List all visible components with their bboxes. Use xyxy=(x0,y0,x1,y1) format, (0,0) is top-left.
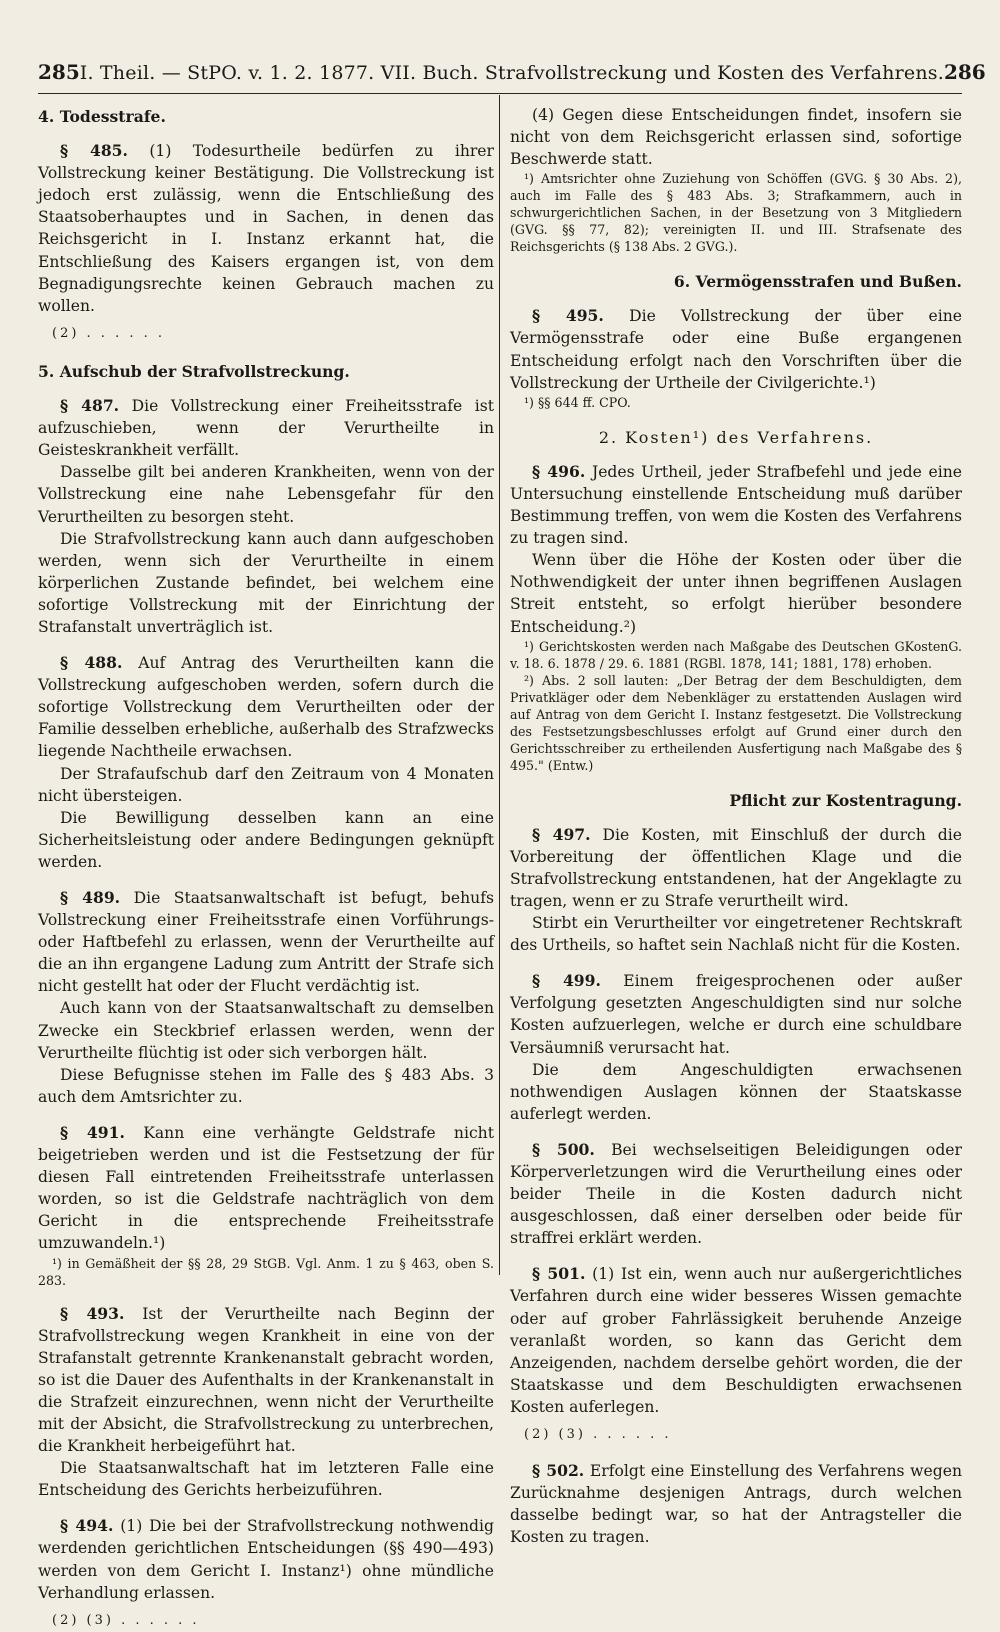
paragraph-text: Auf Antrag des Verurtheilten kann die Vollstreckung aufgeschoben werden, sofern durch die sofortige Vollstreckung dem Verurtheilten oder der Familie desselben erhebliche, außerhalb des Strafzwecks liegende Nachtheile erwachsen. xyxy=(38,654,494,761)
section-number: § 495. xyxy=(532,306,604,326)
paragraph-text: Kann eine verhängte Geldstrafe nicht beigetrieben werden und ist die Festsetzung der für diesen Fall eintretenden Freiheitsstrafe unterlassen worden, so ist die Geldstrafe nachträglich von dem Gericht in die entsprechende Freiheitsstrafe umzuwandeln.¹) xyxy=(38,1123,494,1253)
section-heading-kosten: 2. Kosten¹) des Verfahrens. xyxy=(598,427,874,447)
paragraph-489-2: Auch kann von der Staatsanwaltschaft zu demselben Zwecke ein Steckbrief erlassen werden, wenn der Verurtheilte flüchtig ist oder sich verborgen hält. xyxy=(38,999,494,1062)
paragraph-text: Ist der Verurtheilte nach Beginn der Strafvollstreckung wegen Krankheit in eine von der Strafanstalt getrennte Krankenanstalt gebracht worden, so ist die Dauer des Aufenthalts in der Krankenanstalt in die Strafzeit einzurechnen, wenn nicht der Verurtheilte mit der Absicht, die Strafvollstreckung zu unterbrechen, die Krankheit herbeigeführt hat. xyxy=(38,1304,494,1456)
section-number: § 501. xyxy=(532,1264,586,1284)
running-header xyxy=(38,60,986,90)
paragraph-text: Einem freigesprochenen oder außer Verfolgung gesetzten Angeschuldigten sind nur solche Kosten aufzuerlegen, welche er durch eine schuldbare Versäumniß verursacht hat. xyxy=(510,972,962,1057)
paragraph-text: Bei wechselseitigen Beleidigungen oder Körperverletzungen wird die Verurtheilung eines oder beider Theile in die Kosten dadurch nicht ausgeschlossen, daß einer derselben oder beide für straffrei erklärt werden. xyxy=(510,1140,962,1248)
paragraph-text: Jedes Urtheil, jeder Strafbefehl und jede eine Untersuchung einstellende Entscheidung muß darüber Bestimmung treffen, von wem die Kosten des Verfahrens zu tragen sind. xyxy=(510,462,962,548)
header-rule xyxy=(38,93,962,94)
paragraph-text: Erfolgt eine Einstellung des Verfahrens wegen Zurücknahme desjenigen Antrags, durch welchen dasselbe bedingt war, so hat der Antragsteller die Kosten zu tragen. xyxy=(510,1462,962,1547)
footnote-495: ¹) §§ 644 ff. CPO. xyxy=(524,394,631,410)
section-number: § 488. xyxy=(60,653,123,673)
paragraph-496 xyxy=(510,461,962,549)
section-heading-vermoegensstrafen: 6. Vermögensstrafen und Bußen. xyxy=(673,272,962,292)
left-column xyxy=(38,104,494,1632)
paragraph-489-3: Diese Befugnisse stehen im Falle des § 483 Abs. 3 auch dem Amtsrichter zu. xyxy=(38,1065,494,1106)
paragraph-text: Die Staatsanwaltschaft ist befugt, behufs Vollstreckung einer Freiheitsstrafe einen Vorführungs- oder Haftbefehl zu erlassen, wenn der Verurtheilte auf die an ihn ergangene Ladung zum Antritt der Strafe sich nicht gestellt hat oder der Flucht verdächtig ist. xyxy=(38,889,494,996)
paragraph-499 xyxy=(510,970,962,1058)
section-number: § 497. xyxy=(532,824,591,844)
section-heading-todesstrafe: 4. Todesstrafe. xyxy=(38,107,166,126)
paragraph-487-3: Die Strafvollstreckung kann auch dann aufgeschoben werden, wenn sich der Verurtheilte in einem körperlichen Zustande befindet, bei welchem eine sofortige Vollstreckung mit der Einrichtung der Strafanstalt unverträglich ist. xyxy=(38,529,494,636)
footnote-491: ¹) in Gemäßheit der §§ 28, 29 StGB. Vgl. Anm. 1 zu § 463, oben S. 283. xyxy=(38,1255,494,1288)
paragraph-488-3: Die Bewilligung desselben kann an eine Sicherheitsleistung oder andere Bedingungen geknüpft werden. xyxy=(38,808,494,871)
section-heading-aufschub: 5. Aufschub der Strafvollstreckung. xyxy=(38,361,350,381)
section-number: § 494. xyxy=(60,1516,114,1536)
paragraph-text: Die Vollstreckung einer Freiheitsstrafe ist aufzuschieben, wenn der Verurtheilte in Geisteskrankheit verfällt. xyxy=(38,397,494,460)
left-page-number: 285 xyxy=(38,60,80,84)
section-number: § 485. xyxy=(60,141,128,161)
paragraph-494 xyxy=(38,1515,494,1603)
paragraph-496-2: Wenn über die Höhe der Kosten oder über die Nothwendigkeit der unter ihnen begriffenen Auslagen Streit entsteht, so erfolgt hierüber besondere Entscheidung.²) xyxy=(510,551,962,636)
paragraph-489 xyxy=(38,887,494,997)
section-number: § 496. xyxy=(532,461,586,481)
right-page-number: 286 xyxy=(943,60,986,84)
paragraph-text: (1) Die bei der Strafvollstreckung nothwendig werdenden gerichtlichen Entscheidungen (§§ 490—493) werden von dem Gericht I. Instanz¹) ohne mündliche Verhandlung erlassen. xyxy=(38,1517,494,1602)
paragraph-491 xyxy=(38,1122,494,1255)
section-heading-pflicht: Pflicht zur Kostentragung. xyxy=(729,790,962,810)
column-divider xyxy=(499,95,500,1275)
paragraph-488 xyxy=(38,652,494,762)
paragraph-494-4: (4) Gegen diese Entscheidungen findet, insofern sie nicht von dem Reichsgericht erlassen sind, sofortige Beschwerde statt. xyxy=(510,106,962,169)
paragraph-493 xyxy=(38,1303,494,1458)
footnote-494: ¹) Amtsrichter ohne Zuziehung von Schöffen (GVG. § 30 Abs. 2), auch im Falle des § 483 Abs. 3; Strafkammern, auch in schwurgerichtlichen Sachen, in der Besetzung von 3 Mitgliedern (GVG. §§ 77, 82); vereinigten II. und III. Strafsenate des Reichsgerichts (§ 138 Abs. 2 GVG.). xyxy=(510,171,962,255)
section-number: § 493. xyxy=(60,1303,125,1323)
footnote-496-1: ¹) Gerichtskosten werden nach Maßgabe des Deutschen GKostenG. v. 18. 6. 1878 / 29. 6. 1881 (RGBl. 1878, 141; 1881, 178) erhoben. xyxy=(510,638,962,671)
paragraph-text: (1) Todesurtheile bedürfen zu ihrer Vollstreckung keiner Bestätigung. Die Vollstreckung ist jedoch erst zulässig, wenn die Entschließung des Staatsoberhauptes und in Sachen, in denen das Reichsgericht in I. Instanz erkannt hat, die Entschließung des Kaisers ergangen ist, von dem Begnadigungsrechte keinen Gebrauch machen zu wollen. xyxy=(38,142,494,315)
section-number: § 491. xyxy=(60,1122,125,1142)
paragraph-493-2: Die Staatsanwaltschaft hat im letzteren Falle eine Entscheidung des Gerichts herbeizuführen. xyxy=(38,1459,494,1500)
paragraph-497 xyxy=(510,824,962,912)
paragraph-501 xyxy=(510,1263,962,1418)
omission-dots: (2) (3) . . . . . . xyxy=(524,1427,672,1443)
paragraph-499-2: Die dem Angeschuldigten erwachsenen nothwendigen Auslagen können der Staatskasse auferlegt werden. xyxy=(510,1060,962,1123)
right-column xyxy=(510,104,962,1549)
omission-dots: (2) . . . . . . xyxy=(52,325,166,341)
section-number: § 500. xyxy=(532,1139,595,1159)
paragraph-500 xyxy=(510,1139,962,1249)
section-number: § 487. xyxy=(60,396,120,416)
paragraph-485 xyxy=(38,140,494,317)
paragraph-488-2: Der Strafaufschub darf den Zeitraum von 4 Monaten nicht übersteigen. xyxy=(38,764,494,805)
paragraph-487-2: Dasselbe gilt bei anderen Krankheiten, wenn von der Vollstreckung eine nahe Lebensgefahr für den Verurtheilten zu besorgen steht. xyxy=(38,463,494,526)
paragraph-497-2: Stirbt ein Verurtheilter vor eingetretener Rechtskraft des Urtheils, so haftet sein Nachlaß nicht für die Kosten. xyxy=(510,914,962,955)
section-number: § 502. xyxy=(532,1461,585,1481)
omission-dots: (2) (3) . . . . . . xyxy=(52,1612,200,1628)
paragraph-text: Die Kosten, mit Einschluß der durch die Vorbereitung der öffentlichen Klage und die Strafvollstreckung entstandenen, hat der Angeklagte zu tragen, wenn er zu Strafe verurtheilt wird. xyxy=(510,825,962,910)
section-number: § 499. xyxy=(532,971,601,991)
paragraph-text: (1) Ist ein, wenn auch nur außergerichtliches Verfahren durch eine wider besseres Wissen gemachte oder auf grober Fahrlässigkeit beruhende Anzeige veranlaßt worden, so kann das Gericht dem Anzeigenden, nachdem derselbe gehört worden, die der Staatskasse und dem Beschuldigten erwachsenen Kosten auferlegen. xyxy=(510,1265,962,1416)
paragraph-495 xyxy=(510,305,962,393)
paragraph-text: Die Vollstreckung der über eine Vermögensstrafe oder eine Buße ergangenen Entscheidung erfolgt nach den Vorschriften über die Vollstreckung der Urtheile der Civilgerichte.¹) xyxy=(510,307,962,392)
paragraph-502 xyxy=(510,1460,962,1548)
paragraph-487 xyxy=(38,395,494,461)
section-number: § 489. xyxy=(60,888,121,907)
footnote-496-2: ²) Abs. 2 soll lauten: „Der Betrag der dem Beschuldigten, dem Privatkläger oder dem Nebenkläger zu erstattenden Auslagen wird auf Antrag von dem Gericht I. Instanz festgesetzt. Die Vollstreckung des Festsetzungsbeschlusses erfolgt auf Grund einer durch den Gerichtsschreiber zu ertheilenden Ausfertigung nach Maßgabe des § 495." (Entw.) xyxy=(510,672,962,773)
header-title: I. Theil. — StPO. v. 1. 2. 1877. VII. Buch. Strafvollstreckung und Kosten des Verfahrens. xyxy=(79,62,944,84)
